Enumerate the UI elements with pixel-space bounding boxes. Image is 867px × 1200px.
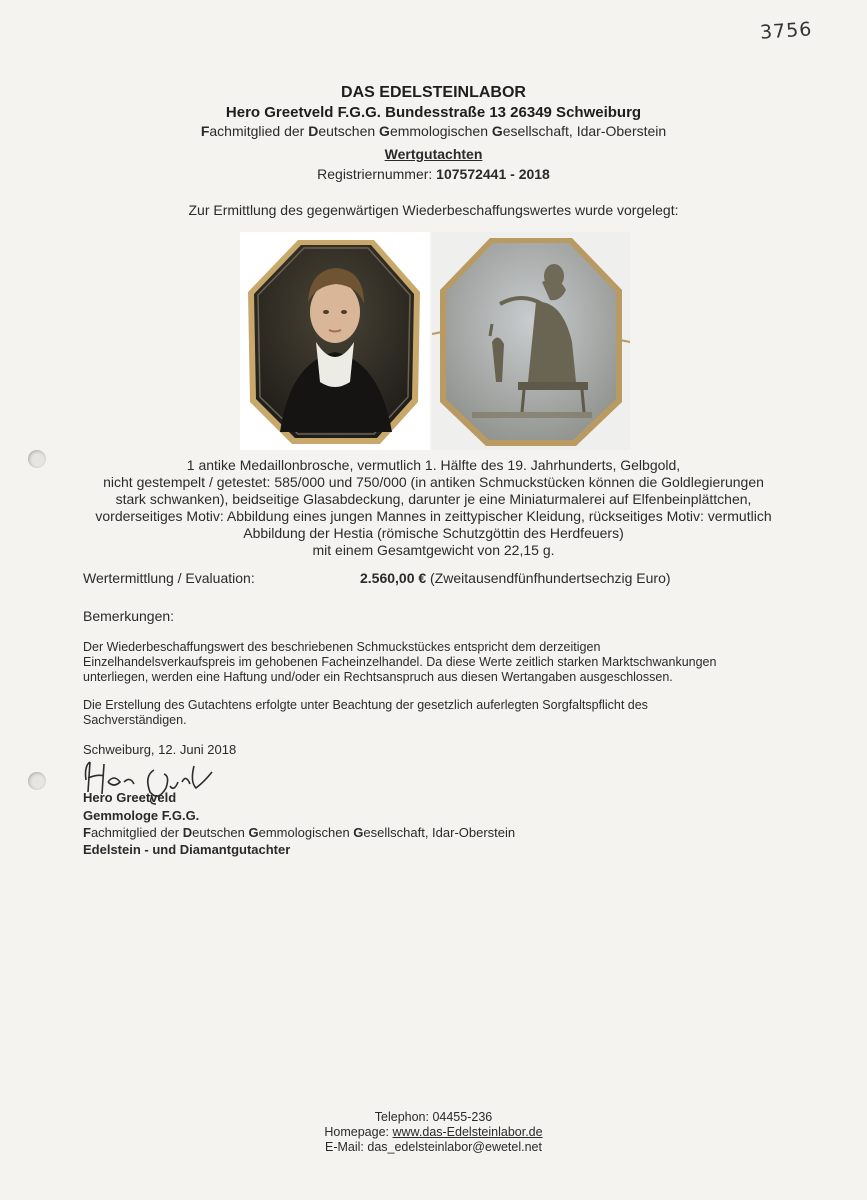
brooch-back-photo — [432, 232, 630, 450]
brooch-photos — [240, 232, 630, 450]
homepage-link[interactable]: www.das-Edelsteinlabor.de — [392, 1125, 543, 1139]
punch-hole-bottom — [28, 772, 46, 790]
registration-number: Registriernummer: 107572441 - 2018 — [317, 166, 550, 182]
remarks-heading: Bemerkungen: — [83, 608, 175, 624]
footer-email: E-Mail: das_edelsteinlabor@ewetel.net — [325, 1140, 542, 1154]
remarks-paragraph-liability: Der Wiederbeschaffungswert des beschriebenen Schmuckstückes entspricht dem derzeitigen Einzelhandelsverkaufspreis im gehobenen Facheinzelhandel. Da diese Werte zeitlich starken Marktschwankungen unterliegen, werden eine Haftung und/oder ein Rechtsanspruch aus diesen Wertangaben ausgeschlossen. — [83, 640, 717, 684]
signer-membership: Fachmitglied der Deutschen Gemmologischen Gesellschaft, Idar-Oberstein — [83, 825, 516, 840]
lab-name: DAS EDELSTEINLABOR — [341, 84, 526, 101]
portrait-miniature-image — [240, 232, 430, 450]
brooch-front-photo — [240, 232, 430, 450]
owner-address: Hero Greetveld F.G.G. Bundesstraße 13 26349 Schweiburg — [225, 104, 642, 121]
remarks-paragraph-diligence: Die Erstellung des Gutachtens erfolgte unter Beachtung der gesetzlich auferlegten Sorgfaltspflicht des Sachverständigen. — [83, 698, 648, 727]
signer-title: Gemmologe F.G.G. — [83, 808, 200, 823]
signer-name: Hero Greetveld — [83, 790, 177, 805]
evaluation-value: 2.560,00 € (Zweitausendfünfhundertsechzig Euro) — [360, 570, 671, 586]
place-date: Schweiburg, 12. Juni 2018 — [83, 742, 237, 757]
membership-line: Fachmitglied der Deutschen Gemmologischen Gesellschaft, Idar-Oberstein — [200, 123, 667, 139]
footer-homepage: Homepage: www.das-Edelsteinlabor.de — [324, 1125, 543, 1139]
evaluation-label: Wertermittlung / Evaluation: — [83, 570, 255, 586]
footer-contact — [0, 1110, 867, 1155]
document-type: Wertgutachten — [384, 146, 483, 162]
handwritten-number: 3756 — [759, 18, 814, 44]
hestia-miniature-image — [432, 232, 630, 450]
item-description: 1 antike Medaillonbrosche, vermutlich 1. Hälfte des 19. Jahrhunderts, Gelbgold, nicht gestempelt / getestet: 585/000 und 750/000 (in antiken Schmuckstücken können die Goldlegierungen stark schwanken), beidseitige Glasabdeckung, darunter je eine Miniaturmalerei auf Elfenbeinplättchen, vorderseitiges Motiv: Abbildung eines jungen Mannes in zeittypischer Kleidung, rückseitiges Motiv: vermutlich Abbildung der Hestia (römische Schutzgöttin des Herdfeuers) mit einem Gesamtgewicht von 22,15 g. — [95, 457, 772, 558]
signer-role: Edelstein - und Diamantgutachter — [83, 842, 291, 857]
intro-text: Zur Ermittlung des gegenwärtigen Wiederbeschaffungswertes wurde vorgelegt: — [188, 202, 679, 218]
footer-phone: Telephon: 04455-236 — [374, 1110, 493, 1124]
